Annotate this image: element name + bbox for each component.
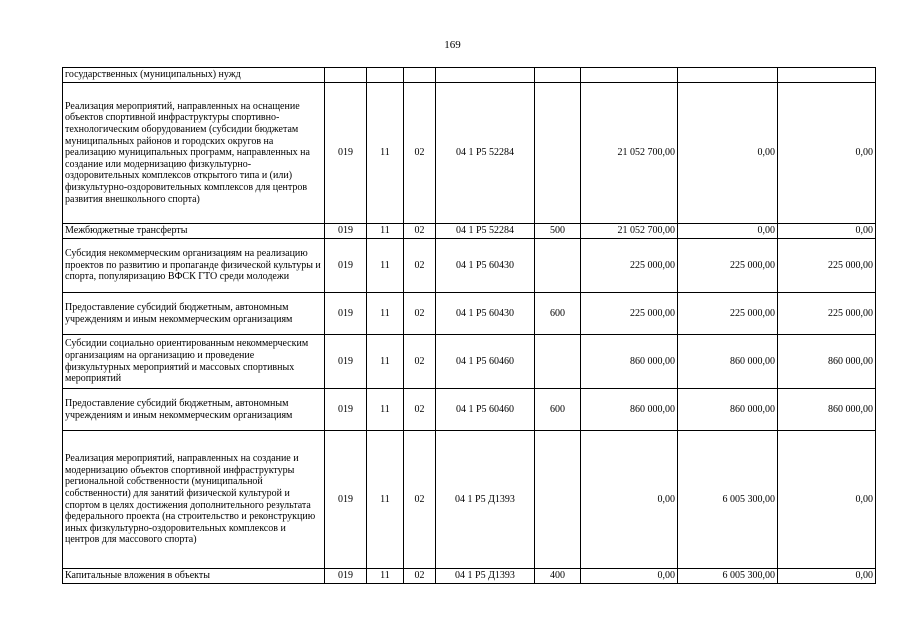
amount-year3-cell [778, 68, 876, 83]
expense-type-cell: 600 [535, 389, 581, 431]
expense-type-cell [535, 239, 581, 293]
grbs-cell [325, 68, 367, 83]
amount-year2-cell [678, 68, 778, 83]
target-article-cell [436, 68, 535, 83]
section-cell [367, 68, 404, 83]
grbs-cell: 019 [325, 335, 367, 389]
subsection-cell: 02 [404, 335, 436, 389]
expense-type-cell: 600 [535, 293, 581, 335]
row-name-cell: Предоставление субсидий бюджетным, автономным учреждениям и иным некоммерческим организациям [63, 389, 325, 431]
table-row [63, 293, 876, 335]
amount-year1-cell: 0,00 [581, 431, 678, 569]
expense-type-cell [535, 431, 581, 569]
page-number: 169 [444, 39, 461, 51]
target-article-cell: 04 1 P5 60430 [436, 293, 535, 335]
amount-year3-cell: 225 000,00 [778, 293, 876, 335]
grbs-cell: 019 [325, 569, 367, 584]
subsection-cell: 02 [404, 569, 436, 584]
amount-year3-cell: 0,00 [778, 431, 876, 569]
table-row [63, 389, 876, 431]
amount-year1-cell: 225 000,00 [581, 239, 678, 293]
row-name-cell: Субсидия некоммерческим организациям на реализацию проектов по развитию и пропаганде физической культуры и спорта, популяризацию ВФСК ГТО среди молодежи [63, 239, 325, 293]
expense-type-cell: 400 [535, 569, 581, 584]
subsection-cell: 02 [404, 239, 436, 293]
table-row [63, 335, 876, 389]
row-name-cell: Капитальные вложения в объекты [63, 569, 325, 584]
section-cell: 11 [367, 569, 404, 584]
amount-year2-cell: 0,00 [678, 83, 778, 224]
grbs-cell: 019 [325, 293, 367, 335]
grbs-cell: 019 [325, 239, 367, 293]
grbs-cell: 019 [325, 431, 367, 569]
table-row [63, 83, 876, 224]
amount-year1-cell [581, 68, 678, 83]
table-row [63, 569, 876, 584]
expense-type-cell: 500 [535, 224, 581, 239]
amount-year2-cell: 6 005 300,00 [678, 431, 778, 569]
amount-year3-cell: 225 000,00 [778, 239, 876, 293]
amount-year1-cell: 0,00 [581, 569, 678, 584]
row-name-cell: Предоставление субсидий бюджетным, автономным учреждениям и иным некоммерческим организациям [63, 293, 325, 335]
amount-year1-cell: 21 052 700,00 [581, 83, 678, 224]
amount-year1-cell: 21 052 700,00 [581, 224, 678, 239]
amount-year3-cell: 0,00 [778, 569, 876, 584]
section-cell: 11 [367, 335, 404, 389]
amount-year2-cell: 860 000,00 [678, 335, 778, 389]
amount-year3-cell: 0,00 [778, 83, 876, 224]
target-article-cell: 04 1 P5 60460 [436, 335, 535, 389]
subsection-cell [404, 68, 436, 83]
amount-year2-cell: 225 000,00 [678, 293, 778, 335]
amount-year2-cell: 0,00 [678, 224, 778, 239]
amount-year1-cell: 225 000,00 [581, 293, 678, 335]
amount-year1-cell: 860 000,00 [581, 389, 678, 431]
subsection-cell: 02 [404, 389, 436, 431]
target-article-cell: 04 1 P5 60430 [436, 239, 535, 293]
table-row [63, 239, 876, 293]
target-article-cell: 04 1 P5 Д1393 [436, 431, 535, 569]
subsection-cell: 02 [404, 293, 436, 335]
section-cell: 11 [367, 239, 404, 293]
expense-type-cell [535, 68, 581, 83]
section-cell: 11 [367, 431, 404, 569]
row-name-cell: Субсидии социально ориентированным некоммерческим организациям на организацию и проведение физкультурных мероприятий и массовых спортивных мероприятий [63, 335, 325, 389]
target-article-cell: 04 1 P5 52284 [436, 83, 535, 224]
table-row [63, 68, 876, 83]
target-article-cell: 04 1 P5 60460 [436, 389, 535, 431]
section-cell: 11 [367, 389, 404, 431]
amount-year1-cell: 860 000,00 [581, 335, 678, 389]
subsection-cell: 02 [404, 83, 436, 224]
grbs-cell: 019 [325, 389, 367, 431]
amount-year2-cell: 225 000,00 [678, 239, 778, 293]
row-name-cell: государственных (муниципальных) нужд [63, 68, 325, 83]
table-row [63, 224, 876, 239]
section-cell: 11 [367, 83, 404, 224]
subsection-cell: 02 [404, 431, 436, 569]
amount-year3-cell: 860 000,00 [778, 389, 876, 431]
budget-table [62, 67, 876, 584]
amount-year2-cell: 860 000,00 [678, 389, 778, 431]
grbs-cell: 019 [325, 83, 367, 224]
row-name-cell: Реализация мероприятий, направленных на создание и модернизацию объектов спортивной инфраструктуры региональной собственности (муниципальной собственности) для занятий физической культурой и спортом в целях достижения дополнительного результата федерального проекта (на строительство и реконструкцию иных физкультурно-оздоровительных комплексов и центров для массового спорта) [63, 431, 325, 569]
amount-year3-cell: 860 000,00 [778, 335, 876, 389]
target-article-cell: 04 1 P5 52284 [436, 224, 535, 239]
row-name-cell: Межбюджетные трансферты [63, 224, 325, 239]
row-name-cell: Реализация мероприятий, направленных на оснащение объектов спортивной инфраструктуры спортивно-технологическим оборудованием (субсидии бюджетам муниципальных районов и городских округов на реализацию муниципальных программ, направленных на создание или модернизацию физкультурно-оздоровительных комплексов открытого типа и (или) физкультурно-оздоровительных комплексов для центров развития внешкольного спорта) [63, 83, 325, 224]
amount-year2-cell: 6 005 300,00 [678, 569, 778, 584]
grbs-cell: 019 [325, 224, 367, 239]
section-cell: 11 [367, 224, 404, 239]
subsection-cell: 02 [404, 224, 436, 239]
amount-year3-cell: 0,00 [778, 224, 876, 239]
table-row [63, 431, 876, 569]
section-cell: 11 [367, 293, 404, 335]
expense-type-cell [535, 83, 581, 224]
expense-type-cell [535, 335, 581, 389]
target-article-cell: 04 1 P5 Д1393 [436, 569, 535, 584]
